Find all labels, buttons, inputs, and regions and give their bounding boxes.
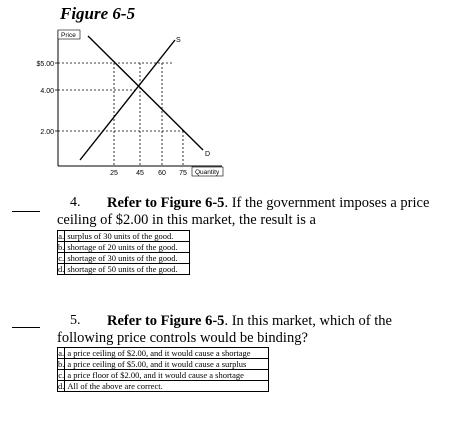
option-letter: b.: [58, 242, 65, 252]
figure-title: Figure 6-5: [60, 4, 136, 23]
question-line-2: following price controls would be binding?: [57, 330, 308, 346]
figure-reference: Refer to Figure 6-5: [107, 195, 225, 211]
y-axis-label: Price: [61, 32, 76, 39]
question-line: [57, 195, 467, 212]
option-letter: b.: [58, 359, 65, 369]
question-line-1: . In this market, which of the: [224, 313, 392, 329]
question-text-q4: [57, 195, 467, 229]
y-tick-label: 2.00: [40, 129, 54, 136]
option-text: a price floor of $2.00, and it would cause a shortage: [65, 370, 269, 381]
x-tick-label: 60: [158, 170, 166, 177]
question-text-q5: [57, 313, 467, 347]
option-row[interactable]: [58, 348, 269, 359]
option-text: a price ceiling of $2.00, and it would cause a shortage: [65, 348, 269, 359]
y-tick-label: $5.00: [36, 61, 54, 68]
question-number: 4.: [70, 195, 81, 210]
answer-blank-q5[interactable]: [12, 327, 40, 328]
option-text: shortage of 30 units of the good.: [65, 253, 190, 264]
answer-blank-q4[interactable]: [12, 211, 40, 212]
x-tick-label: 45: [136, 170, 144, 177]
option-row[interactable]: [58, 370, 269, 381]
option-text: shortage of 50 units of the good.: [65, 264, 190, 275]
demand-curve-label: D: [205, 151, 211, 158]
option-letter: d.: [58, 381, 65, 391]
option-letter: d.: [58, 264, 65, 274]
option-row[interactable]: [58, 253, 190, 264]
supply-curve-label: S: [176, 37, 181, 44]
question-line-1: . If the government imposes a price: [224, 195, 430, 211]
option-letter: c.: [58, 253, 65, 263]
supply-demand-graph: [0, 0, 474, 185]
option-text: a price ceiling of $5.00, and it would cause a surplus: [65, 359, 269, 370]
option-row[interactable]: [58, 231, 190, 242]
demand-curve: [88, 36, 203, 150]
x-axis-label: Quantity: [195, 169, 220, 176]
option-row[interactable]: [58, 359, 269, 370]
x-tick-label: 75: [179, 170, 187, 177]
option-letter: a.: [58, 231, 65, 241]
x-tick-label: 25: [110, 170, 118, 177]
option-letter: c.: [58, 370, 65, 380]
question-line-2: ceiling of $2.00 in this market, the result is a: [57, 212, 316, 228]
y-tick-label: 4.00: [40, 88, 54, 95]
question-line: [57, 313, 467, 330]
figure-reference: Refer to Figure 6-5: [107, 313, 225, 329]
options-q5: [57, 347, 269, 392]
reference-lines: [58, 63, 183, 166]
option-row[interactable]: [58, 264, 190, 275]
option-text: All of the above are correct.: [65, 381, 269, 392]
option-row[interactable]: [58, 242, 190, 253]
supply-curve: [80, 40, 175, 160]
options-q4: [57, 230, 190, 275]
option-text: shortage of 20 units of the good.: [65, 242, 190, 253]
option-text: surplus of 30 units of the good.: [65, 231, 190, 242]
option-letter: a.: [58, 348, 65, 358]
option-row[interactable]: [58, 381, 269, 392]
question-number: 5.: [70, 313, 81, 328]
